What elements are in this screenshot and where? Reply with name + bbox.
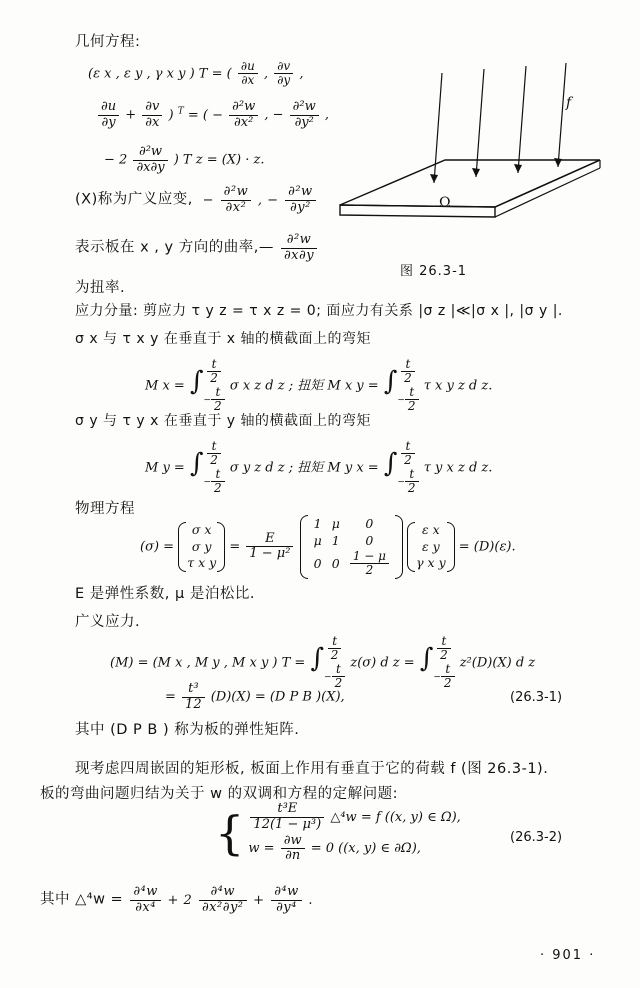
int-up-2-5: 2 xyxy=(328,648,342,662)
int-up-t-3: t xyxy=(211,439,217,453)
dxdy-den: ∂x∂y xyxy=(133,160,167,176)
strain-definition-line-3 xyxy=(104,145,265,175)
t3E-over-12 xyxy=(250,802,324,832)
torsion-line: 为扭率. xyxy=(75,280,126,296)
mx-equation xyxy=(145,358,492,414)
int-up-2-3: 2 xyxy=(207,453,221,467)
du-dx-fraction xyxy=(238,60,258,88)
tau-yx-zdz: τ y x z d z. xyxy=(423,460,493,476)
integral-6 xyxy=(420,635,455,691)
strain-definition-line-2 xyxy=(96,100,329,130)
omega-label: Ω xyxy=(439,195,451,211)
stress-sigma-y: σ y xyxy=(191,538,212,554)
t3-over-12 xyxy=(182,682,205,712)
mxy-lhs: M x y = xyxy=(327,378,379,394)
strain-gamma-xy: γ x y xyxy=(416,555,446,571)
d2w-num-3: ∂²w xyxy=(138,144,163,159)
stress-components-line: 应力分量: 剪应力 τ y z = τ x z = 0; 面应力有关系 |σ z |≪|σ x |, |σ y |. xyxy=(75,303,563,319)
int-up-t-5: t xyxy=(332,634,338,648)
curvature-text: 表示板在 x , y 方向的曲率,— xyxy=(75,239,274,256)
comma-2: , xyxy=(299,66,304,82)
transpose-equals: ) $^T$ = ( − xyxy=(168,106,224,123)
d2w-dy2-fraction xyxy=(290,100,319,130)
integral-limits-4: $\frac{t}{2}$ − $\frac{t}{2}$ xyxy=(397,440,418,496)
pde-line-1 xyxy=(248,802,460,833)
dx2dy2-den: ∂x²∂y² xyxy=(199,900,247,916)
partial-y: ∂y xyxy=(98,115,119,131)
d2w-num-2: ∂²w xyxy=(292,99,316,114)
matrix-row-2 xyxy=(309,532,394,549)
t3-numerator: t³ xyxy=(188,681,199,696)
dy4-den: ∂y⁴ xyxy=(271,900,302,916)
one-minus-mu2-denominator: 1 − μ² xyxy=(246,546,293,562)
integral-1 xyxy=(190,358,225,414)
int-dn-2-1: 2 xyxy=(211,399,225,413)
strain-definition-line xyxy=(88,60,303,88)
equation-number-26-3-1: (26.3-1) xyxy=(510,690,563,705)
one-minus-mu-num: 1 − μ xyxy=(352,549,386,563)
dx2-den-2: ∂x² xyxy=(221,200,252,216)
pde-numerator: t³E xyxy=(277,801,298,817)
m-2-2: 1 xyxy=(331,533,340,548)
d2w-dxdy-fraction xyxy=(133,145,167,175)
sigma-y-zdz: σ y z d z xyxy=(229,460,285,476)
dn-denominator: ∂n xyxy=(281,848,305,864)
dx2-den-1: ∂x² xyxy=(229,115,258,131)
m-2-3: 0 xyxy=(365,533,374,548)
D-epsilon-tail: = (D)(ε). xyxy=(458,539,516,555)
m-1-1: 1 xyxy=(313,516,322,531)
int-dn-2-3: 2 xyxy=(211,481,225,495)
comma-4: , xyxy=(324,107,330,123)
DX-tail: (D)(X) = (D P B )(X), xyxy=(210,689,345,705)
du-numerator: ∂u xyxy=(240,59,255,73)
my-equation xyxy=(145,440,492,496)
d4w-num-2: ∂⁴w xyxy=(210,884,235,899)
strain-column-vector xyxy=(407,522,455,573)
int-dn-2-6: 2 xyxy=(441,676,455,690)
int-up-t-4: t xyxy=(405,439,411,453)
strain-col xyxy=(416,522,446,573)
integral-limits-1: $\frac{t}{2}$ − $\frac{t}{2}$ xyxy=(204,358,225,414)
minus-two: − 2 xyxy=(104,152,128,168)
integral-4 xyxy=(384,440,419,496)
integral-limits-5: $\frac{t}{2}$ − $\frac{t}{2}$ xyxy=(324,635,345,691)
dw-dn-fraction xyxy=(281,834,305,864)
plate-right-edge xyxy=(495,160,600,207)
system-brace: { xyxy=(215,806,245,861)
x-called-math: − $\frac{\text{∂²w}}{\text{∂x²}}$ , − $\frac{\text{∂²w}}{\text{∂y²}}$ xyxy=(198,193,318,208)
d4w-num-3: ∂⁴w xyxy=(274,884,299,899)
dx-denominator: ∂x xyxy=(238,73,258,87)
E-over-one-minus-mu2 xyxy=(246,532,293,562)
figure-caption: 图 26.3-1 xyxy=(400,264,468,279)
plate-right-thickness xyxy=(495,168,600,217)
comma-1: , xyxy=(263,66,269,82)
page-number: · 901 · xyxy=(540,948,596,963)
z2-D-X-dz: z²(D)(X) d z xyxy=(459,655,536,671)
sigma-x-tau-xy-line: σ x 与 τ x y 在垂直于 x 轴的横截面上的弯矩 xyxy=(75,331,372,347)
my-lhs: M y = xyxy=(145,460,185,476)
tau-xy-zdz: τ x y z d z. xyxy=(423,378,493,394)
int-up-2-4: 2 xyxy=(401,453,415,467)
d2w-dx2-fraction xyxy=(229,100,258,130)
d4w-dx2dy2-fraction xyxy=(199,885,247,915)
int-dn-t-1: t xyxy=(215,384,221,399)
load-arrow-3 xyxy=(518,66,526,173)
int-up-t-2: t xyxy=(405,357,411,371)
partial-x: ∂x xyxy=(142,115,162,131)
int-up-t-6: t xyxy=(441,634,447,648)
pde-denominator: 12(1 − μ³) xyxy=(250,817,324,833)
bc-lhs: w = xyxy=(248,841,275,857)
biharmonic-definition-line xyxy=(40,885,313,915)
biharmonic-math xyxy=(128,884,314,915)
x-definition-line xyxy=(75,185,318,215)
curvature-line xyxy=(75,233,319,263)
dw-numerator: ∂w xyxy=(283,832,302,848)
final-period: . xyxy=(308,892,314,908)
strain-eps-y: ε y xyxy=(422,538,440,554)
dv-numerator: ∂v xyxy=(277,59,291,73)
constitutive-equation xyxy=(140,515,516,579)
stress-col xyxy=(187,522,216,573)
z-equation-tail: ) T z = (X) · z. xyxy=(173,152,265,168)
mx-lhs: M x = xyxy=(145,378,185,394)
integral-symbol-2: ∫ xyxy=(383,366,398,397)
curvature-math xyxy=(279,232,319,263)
pde-line-2 xyxy=(248,833,460,864)
plus-two: + 2 xyxy=(167,892,193,908)
pde-rhs: △⁴w = f ((x, y) ∈ Ω), xyxy=(330,810,461,825)
integral-symbol-4: ∫ xyxy=(383,448,398,479)
int-dn-2-4: 2 xyxy=(405,481,419,495)
bc-rhs: = 0 ((x, y) ∈ ∂Ω), xyxy=(310,841,421,857)
stress-column-vector xyxy=(178,522,225,573)
d2w-dx2-fraction-b xyxy=(221,185,252,215)
dy2-den-1: ∂y² xyxy=(290,115,319,131)
d4w-num-1: ∂⁴w xyxy=(133,884,158,899)
dy-denominator: ∂y xyxy=(274,73,293,87)
plate-top-face xyxy=(340,160,600,207)
integral-limits-3: $\frac{t}{2}$ − $\frac{t}{2}$ xyxy=(204,440,225,496)
du-dy-fraction xyxy=(98,100,119,130)
int-dn-t-4: t xyxy=(409,466,415,481)
integral-symbol-6: ∫ xyxy=(419,643,434,674)
load-f-label: f xyxy=(566,95,572,111)
plus-sign-2: + xyxy=(253,892,265,908)
sigma-vector-lhs: (σ) = xyxy=(140,539,175,555)
strain-lhs: (ε x , ε y , γ x y ) T = ( xyxy=(88,66,232,82)
arrowhead-2 xyxy=(472,168,480,177)
int-dn-t-6: t xyxy=(445,661,451,676)
geometric-equation-title: 几何方程: xyxy=(75,34,141,50)
matrix-row-1 xyxy=(309,515,394,532)
partial-u: ∂u xyxy=(101,99,117,114)
equals-approx: = xyxy=(165,689,176,705)
DPB-note: 其中 (D P B ) 称为板的弹性矩阵. xyxy=(75,722,300,738)
myx-lhs: M y x = xyxy=(327,460,379,476)
m-3-3 xyxy=(345,549,394,579)
int-dn-2-5: 2 xyxy=(332,676,346,690)
arrowhead-3 xyxy=(514,164,522,173)
pde-system xyxy=(215,802,461,864)
two-den: 2 xyxy=(350,563,389,577)
d2w-dy2-fraction-b xyxy=(285,185,316,215)
partial-v: ∂v xyxy=(145,99,160,114)
int-up-2-2: 2 xyxy=(401,371,415,385)
stress-sigma-x: σ x xyxy=(191,521,212,537)
integral-limits-2: $\frac{t}{2}$ − $\frac{t}{2}$ xyxy=(397,358,418,414)
problem-paragraph-2: 板的弯曲问题归结为关于 w 的双调和方程的定解问题: xyxy=(40,786,398,802)
integral-symbol-5: ∫ xyxy=(310,643,325,674)
general-stress-title: 广义应力. xyxy=(75,614,141,630)
dxdy-den-2: ∂x∂y xyxy=(281,248,317,264)
DPB-equation xyxy=(165,682,345,712)
int-up-2-6: 2 xyxy=(437,648,451,662)
d2w-num-6: ∂²w xyxy=(286,232,312,247)
integral-3 xyxy=(190,440,225,496)
d4w-dx4-fraction xyxy=(130,885,161,915)
equation-number-26-3-2: (26.3-2) xyxy=(510,830,563,845)
twelve-denominator: 12 xyxy=(182,697,205,713)
sigma-y-tau-yx-line: σ y 与 τ y x 在垂直于 y 轴的横截面上的弯矩 xyxy=(75,413,372,429)
equals-1: = xyxy=(229,539,241,555)
z-sigma-dz: z(σ) d z = xyxy=(350,655,415,671)
d4w-dy4-fraction xyxy=(271,885,302,915)
comma-3: , − xyxy=(264,107,284,123)
load-arrow-1 xyxy=(434,73,442,183)
d2w-num-1: ∂²w xyxy=(232,99,256,114)
integral-symbol-3: ∫ xyxy=(189,448,204,479)
plate-figure-svg xyxy=(330,55,620,255)
plate-figure xyxy=(330,55,620,255)
m-3-2: 0 xyxy=(331,556,340,572)
integral-symbol-1: ∫ xyxy=(189,366,204,397)
m-1-2: μ xyxy=(331,516,340,531)
my-tail: ; 扭矩 xyxy=(288,460,324,476)
int-dn-t-2: t xyxy=(409,384,415,399)
load-arrow-4 xyxy=(558,63,566,167)
int-dn-2-2: 2 xyxy=(405,399,419,413)
E-mu-note: E 是弹性系数, μ 是泊松比. xyxy=(75,586,255,602)
integral-limits-6: $\frac{t}{2}$ − $\frac{t}{2}$ xyxy=(433,635,454,691)
int-dn-t-3: t xyxy=(215,466,221,481)
dv-dx-fraction xyxy=(142,100,162,130)
dx4-den: ∂x⁴ xyxy=(130,900,161,916)
integral-2 xyxy=(384,358,419,414)
arrowhead-1 xyxy=(430,174,438,183)
physical-equation-title: 物理方程 xyxy=(75,501,135,517)
sigma-x-zdz: σ x z d z xyxy=(229,378,285,394)
dy2-den-2: ∂y² xyxy=(285,200,316,216)
load-arrow-2 xyxy=(476,69,484,177)
int-up-t-1: t xyxy=(211,357,217,371)
problem-paragraph-1: 现考虑四周嵌固的矩形板, 板面上作用有垂直于它的荷载 f (图 26.3-1). xyxy=(75,761,549,777)
strain-eps-x: ε x xyxy=(422,521,440,537)
int-dn-t-5: t xyxy=(335,661,341,676)
E-numerator: E xyxy=(265,530,275,546)
arrowhead-4 xyxy=(554,158,562,167)
matrix-row-3 xyxy=(309,549,394,579)
x-called-text: (X)称为广义应变, xyxy=(75,191,193,208)
plate-front-edge xyxy=(340,205,495,217)
dv-dy-fraction xyxy=(274,60,293,88)
m-1-3: 0 xyxy=(365,516,374,531)
laplace-def-text: 其中 △⁴w = xyxy=(40,891,124,908)
stress-tau-xy: τ x y xyxy=(187,555,217,571)
d2w-num-4: ∂²w xyxy=(223,184,249,199)
elasticity-matrix-table xyxy=(309,515,394,579)
pde-system-body xyxy=(248,802,460,864)
elasticity-matrix xyxy=(300,515,403,579)
m-3-1: 0 xyxy=(313,556,322,572)
mx-tail: ; 扭矩 xyxy=(288,378,324,394)
int-up-2-1: 2 xyxy=(207,371,221,385)
plus-sign: + xyxy=(125,107,137,123)
d2w-num-5: ∂²w xyxy=(288,184,313,199)
m-2-1: μ xyxy=(313,533,322,548)
M-definition-lhs: (M) = (M x , M y , M x y ) T = xyxy=(110,655,306,671)
d2w-dxdy-fraction-b xyxy=(281,233,317,263)
